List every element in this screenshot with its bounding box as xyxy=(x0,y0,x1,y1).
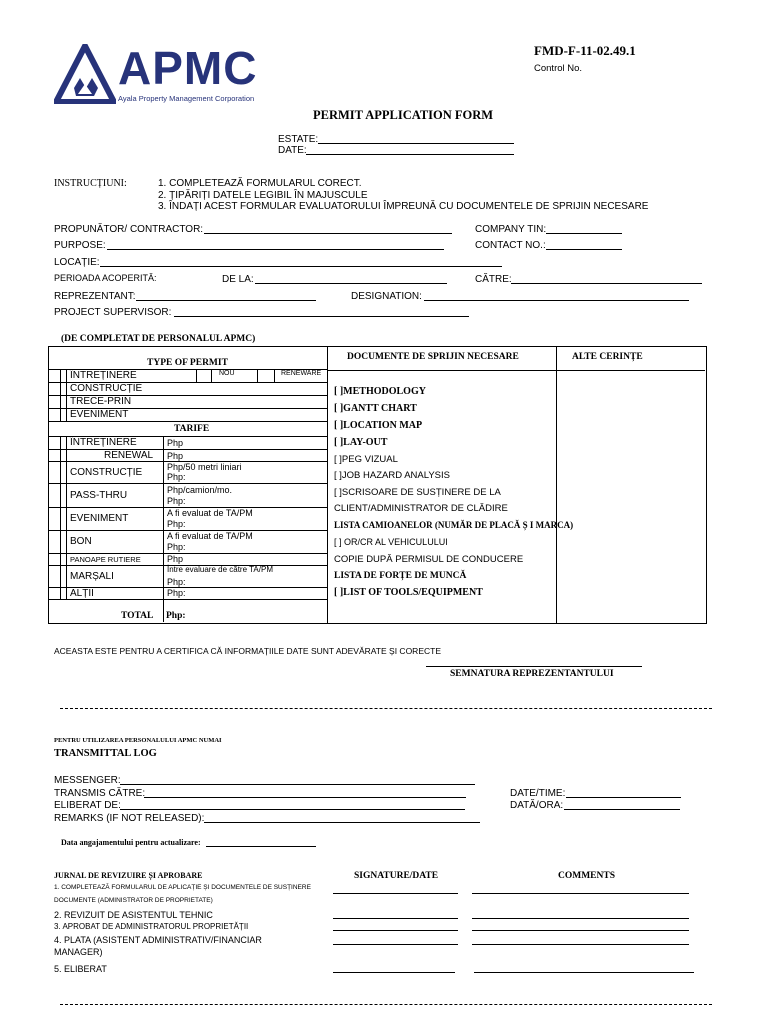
fee-value[interactable]: Php: xyxy=(167,588,186,598)
apmc-logo-mark-icon xyxy=(54,44,116,104)
fee-value[interactable]: Php: xyxy=(167,577,186,587)
project-supervisor-label: PROJECT SUPERVISOR: xyxy=(54,307,172,318)
contact-no-field[interactable] xyxy=(546,249,622,250)
fee-name: PASS-THRU xyxy=(70,490,128,501)
instruction-item: 2. ȚIPĂRIȚI DATELE LEGIBIL ÎN MAJUSCULE xyxy=(158,190,368,201)
transmit-to-label: TRANSMIS CĂTRE: xyxy=(54,788,146,799)
fee-name: RENEWAL xyxy=(104,450,154,461)
review-step: 3. APROBAT DE ADMINISTRATORUL PROPRIETĂȚII xyxy=(54,922,249,931)
apmc-logo xyxy=(54,44,266,106)
page-title: PERMIT APPLICATION FORM xyxy=(313,108,494,122)
separator xyxy=(60,708,712,709)
estate-label: ESTATE: xyxy=(278,134,319,145)
purpose-field[interactable] xyxy=(107,249,444,250)
released-by-label: ELIBERAT DE: xyxy=(54,800,121,811)
apmc-note: (DE COMPLETAT DE PERSONALUL APMC) xyxy=(61,334,256,344)
messenger-field[interactable] xyxy=(120,784,475,785)
fee-name: BON xyxy=(70,536,92,547)
signature-label: SEMNATURA REPREZENTANTULUI xyxy=(450,669,614,679)
doc-item[interactable]: [ ]LAY-OUT xyxy=(334,437,388,448)
certify-text: ACEASTA ESTE PENTRU A CERTIFICA CĂ INFORMAȚIILE DATE SUNT ADEVĂRATE ȘI CORECTE xyxy=(54,646,441,656)
review-step: 4. PLATA (ASISTENT ADMINISTRATIV/FINANCIAR xyxy=(54,935,262,945)
other-header: ALTE CERINȚE xyxy=(572,352,643,362)
fee-name: EVENIMENT xyxy=(70,513,129,524)
representative-label: REPREZENTANT: xyxy=(54,291,136,302)
signature-date-header: SIGNATURE/DATE xyxy=(354,871,439,881)
review-step: 2. REVIZUIT DE ASISTENTUL TEHNIC xyxy=(54,910,213,920)
signature-field[interactable] xyxy=(426,666,642,667)
transmit-to-field[interactable] xyxy=(144,797,466,798)
doc-item[interactable]: [ ]GANTT CHART xyxy=(334,403,417,414)
comment-field[interactable] xyxy=(472,944,689,945)
form-code: FMD-F-11-02.49.1 xyxy=(534,43,636,58)
date-label: DATE: xyxy=(278,145,307,156)
released-by-field[interactable] xyxy=(120,809,465,810)
comment-field[interactable] xyxy=(474,972,694,973)
doc-item[interactable]: [ ]METHODOLOGY xyxy=(334,386,426,397)
reneware-label: RENEWARE xyxy=(281,370,322,377)
from-field[interactable] xyxy=(255,283,447,284)
review-step: 5. ELIBERAT xyxy=(54,964,107,974)
fee-name: PANOAPE RUTIERE xyxy=(70,555,141,564)
data-ora-field[interactable] xyxy=(564,809,680,810)
to-field[interactable] xyxy=(511,283,702,284)
instruction-item: 1. COMPLETEAZĂ FORMULARUL CORECT. xyxy=(158,178,362,189)
sig-field[interactable] xyxy=(333,893,458,894)
fee-value[interactable]: Php: xyxy=(167,542,186,552)
doc-item[interactable]: [ ]PEG VIZUAL xyxy=(334,454,398,465)
date-time-field[interactable] xyxy=(566,797,681,798)
sig-field[interactable] xyxy=(333,930,458,931)
logo-subtitle: Ayala Property Management Corporation xyxy=(118,94,255,103)
purpose-label: PURPOSE: xyxy=(54,240,106,251)
company-tin-label: COMPANY TIN: xyxy=(475,224,547,235)
location-label: LOCAȚIE: xyxy=(54,257,100,268)
messenger-label: MESSENGER: xyxy=(54,775,121,786)
nou-label: NOU xyxy=(219,370,235,377)
period-label: PERIOADA ACOPERITĂ: xyxy=(54,273,157,283)
sig-field[interactable] xyxy=(333,972,455,973)
company-tin-field[interactable] xyxy=(546,233,622,234)
fee-value[interactable]: Php/camion/mo. xyxy=(167,485,233,495)
fee-value[interactable]: Php: xyxy=(167,519,186,529)
fee-name: ÎNTREȚINERE xyxy=(70,437,137,448)
representative-field[interactable] xyxy=(136,300,316,301)
tarife-header: TARIFE xyxy=(174,424,210,434)
doc-item[interactable]: [ ]LOCATION MAP xyxy=(334,420,423,431)
estate-field[interactable] xyxy=(318,143,514,144)
control-no-label: Control No. xyxy=(534,63,583,74)
permit-type-maintenance[interactable]: ÎNTREȚINERE xyxy=(70,370,137,381)
comment-field[interactable] xyxy=(472,930,689,931)
remarks-label: REMARKS (IF NOT RELEASED): xyxy=(54,813,205,824)
fee-value[interactable]: Php xyxy=(167,451,184,461)
comment-field[interactable] xyxy=(472,893,689,894)
docs-header: DOCUMENTE DE SPRIJIN NECESARE xyxy=(347,352,519,362)
logo-text: APMC xyxy=(118,42,258,94)
fee-value[interactable]: Php: xyxy=(167,472,186,482)
review-step: 1. COMPLETEAZĂ FORMULARUL DE APLICAȚIE ȘI DOCUMENTELE DE SUSȚINERE xyxy=(54,884,311,891)
fee-name: MARȘALI xyxy=(70,571,114,582)
doc-item[interactable]: [ ]LIST OF TOOLS/EQUIPMENT xyxy=(334,587,483,598)
proponent-label: PROPUNĂTOR/ CONTRACTOR: xyxy=(54,224,204,235)
designation-label: DESIGNATION: xyxy=(351,291,422,302)
type-of-permit-header: TYPE OF PERMIT xyxy=(147,358,228,368)
fee-value[interactable]: Php xyxy=(167,554,184,564)
location-field[interactable] xyxy=(100,266,502,267)
permit-type-pass-thru[interactable]: TRECE-PRIN xyxy=(70,396,132,407)
total-label: TOTAL xyxy=(121,611,154,621)
fee-value[interactable]: Php: xyxy=(167,496,186,506)
separator xyxy=(60,1004,712,1005)
review-step: DOCUMENTE (ADMINISTRATOR DE PROPRIETATE) xyxy=(54,897,213,904)
data-ora-label: DATĂ/ORA: xyxy=(510,800,564,811)
project-supervisor-field[interactable] xyxy=(174,316,469,317)
commitment-date-label: Data angajamentului pentru actualizare: xyxy=(61,838,201,847)
fee-value[interactable]: Între evaluare de către TA/PM xyxy=(167,565,273,574)
fee-value[interactable]: Php xyxy=(167,438,184,448)
doc-item[interactable]: LISTA DE FORȚE DE MUNCĂ xyxy=(334,571,467,581)
review-step: MANAGER) xyxy=(54,947,103,957)
fee-value[interactable]: Php/50 metri liniari xyxy=(167,462,242,472)
to-label: CĂTRE: xyxy=(475,274,512,285)
doc-item: CLIENT/ADMINISTRATOR DE CLĂDIRE xyxy=(334,503,508,514)
doc-item[interactable]: COPIE DUPĂ PERMISUL DE CONDUCERE xyxy=(334,554,524,565)
doc-item[interactable]: [ ]JOB HAZARD ANALYSIS xyxy=(334,470,450,481)
from-label: DE LA: xyxy=(222,274,254,285)
doc-item[interactable]: [ ]SCRISOARE DE SUSȚINERE DE LA xyxy=(334,487,501,498)
permit-type-event[interactable]: EVENIMENT xyxy=(70,409,129,420)
sig-field[interactable] xyxy=(333,944,458,945)
remarks-field[interactable] xyxy=(204,822,480,823)
sig-field[interactable] xyxy=(333,918,458,919)
proponent-field[interactable] xyxy=(204,233,452,234)
contact-no-label: CONTACT NO.: xyxy=(475,240,546,251)
review-title: JURNAL DE REVIZUIRE ȘI APROBARE xyxy=(54,871,203,880)
instructions-label: INSTRUCȚIUNI: xyxy=(54,178,127,189)
comment-field[interactable] xyxy=(472,918,689,919)
instruction-item: 3. ÎNDAȚI ACEST FORMULAR EVALUATORULUI ÎMPREUNĂ CU DOCUMENTELE DE SPRIJIN NECESARE xyxy=(158,201,649,212)
date-time-label: DATE/TIME: xyxy=(510,788,566,799)
apmc-only-label: PENTRU UTILIZAREA PERSONALULUI APMC NUMAI xyxy=(54,737,222,744)
fee-name: ALȚII xyxy=(70,588,94,599)
commitment-date-field[interactable] xyxy=(206,846,316,847)
date-field[interactable] xyxy=(306,154,514,155)
comments-header: COMMENTS xyxy=(558,871,615,881)
doc-item[interactable]: LISTA CAMIOANELOR (NUMĂR DE PLACĂ Ș I MARCA) xyxy=(334,520,574,530)
doc-item[interactable]: [ ] OR/CR AL VEHICULULUI xyxy=(334,537,448,547)
designation-field[interactable] xyxy=(424,300,689,301)
fee-name: CONSTRUCȚIE xyxy=(70,467,143,478)
permit-type-construction[interactable]: CONSTRUCȚIE xyxy=(70,383,143,394)
transmittal-title: TRANSMITTAL LOG xyxy=(54,748,157,759)
fee-value[interactable]: A fi evaluat de TA/PM xyxy=(167,531,253,541)
total-value[interactable]: Php: xyxy=(166,611,186,621)
fee-value[interactable]: A fi evaluat de TA/PM xyxy=(167,508,253,518)
